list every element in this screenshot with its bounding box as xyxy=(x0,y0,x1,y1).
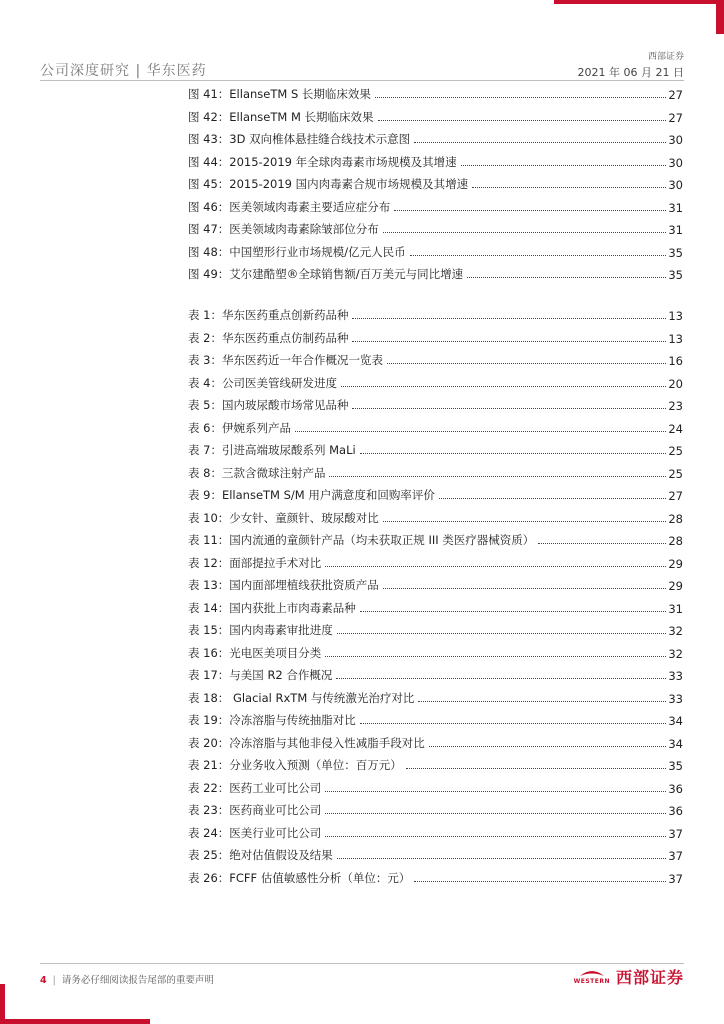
toc-leader-dots xyxy=(472,187,666,188)
toc-entry[interactable] xyxy=(188,643,683,661)
toc-leader-dots xyxy=(337,633,667,634)
toc-entry-label: 图 41：EllanseTM S 长期临床效果 xyxy=(188,87,371,101)
toc-leader-dots xyxy=(360,723,667,724)
disclaimer-text: 请务必仔细阅读报告尾部的重要声明 xyxy=(61,975,214,986)
toc-entry-page: 29 xyxy=(668,579,683,593)
toc-entry-label: 表 14：国内获批上市肉毒素品种 xyxy=(188,600,356,615)
toc-entry[interactable] xyxy=(188,733,683,751)
toc-entry-label: 表 23：医药商业可比公司 xyxy=(188,803,322,817)
toc-entry-label: 表 6：伊婉系列产品 xyxy=(188,420,291,435)
toc-leader-dots xyxy=(352,318,666,319)
toc-entry-page: 28 xyxy=(668,534,683,548)
toc-entry-label: 表 5：国内玻尿酸市场常见品种 xyxy=(188,398,349,412)
toc-entry[interactable] xyxy=(188,463,683,481)
toc-entry-page: 36 xyxy=(668,804,683,818)
toc-entry-label: 图 48：中国塑形行业市场规模/亿元人民币 xyxy=(188,244,406,259)
toc-entry-label: 表 13：国内面部埋植线获批资质产品 xyxy=(188,578,379,592)
toc-entry-page: 33 xyxy=(668,691,683,706)
logo-mark xyxy=(574,968,610,985)
toc-entry-label: 图 44：2015-2019 年全球肉毒素市场规模及其增速 xyxy=(188,154,457,169)
toc-entry[interactable] xyxy=(188,350,683,368)
toc-entry[interactable] xyxy=(188,373,683,391)
toc-leader-dots xyxy=(414,881,666,882)
toc-entry-label: 表 3：华东医药近一年合作概况一览表 xyxy=(188,353,383,367)
top-corner-bar xyxy=(554,0,724,4)
toc-entry[interactable] xyxy=(188,710,683,728)
toc-entry-label: 表 19：冷冻溶脂与传统抽脂对比 xyxy=(188,713,356,727)
toc-entry-page: 34 xyxy=(668,736,683,751)
toc-entry-page: 36 xyxy=(668,781,683,796)
toc-entry[interactable] xyxy=(188,755,683,773)
toc-entry-page: 30 xyxy=(668,178,683,192)
toc-entry-label: 表 26：FCFF 估值敏感性分析（单位：元） xyxy=(188,870,411,885)
toc-entry-label: 表 18： Glacial RxTM 与传统激光治疗对比 xyxy=(188,690,415,705)
logo-wing-icon xyxy=(579,968,605,978)
toc-entry-label: 表 4：公司医美管线研发进度 xyxy=(188,375,337,390)
toc-entry-page: 37 xyxy=(668,826,683,841)
toc-entry[interactable] xyxy=(188,328,683,346)
toc-leader-dots xyxy=(394,210,666,211)
toc-entry[interactable] xyxy=(188,197,683,215)
toc-entry[interactable] xyxy=(188,598,683,616)
toc-entry[interactable] xyxy=(188,485,683,503)
toc-entry[interactable] xyxy=(188,440,683,458)
toc-entry-page: 13 xyxy=(668,331,683,346)
toc-entry-label: 表 10：少女针、童颜针、玻尿酸对比 xyxy=(188,510,379,525)
toc-entry-page: 28 xyxy=(668,511,683,526)
toc-leader-dots xyxy=(352,408,666,409)
toc-entry-page: 27 xyxy=(668,88,683,102)
toc-leader-dots xyxy=(329,476,666,477)
toc-leader-dots xyxy=(461,165,667,166)
toc-leader-dots xyxy=(383,232,667,233)
toc-entry-label: 表 7：引进高端玻尿酸系列 MaLi xyxy=(188,443,356,457)
toc-leader-dots xyxy=(337,858,667,859)
company-logo xyxy=(574,965,684,988)
toc-entry-label: 表 8：三款含微球注射产品 xyxy=(188,465,326,480)
toc-entry-label: 表 12：面部提拉手术对比 xyxy=(188,555,322,570)
toc-entry-page: 23 xyxy=(668,399,683,413)
top-corner-accent xyxy=(716,0,724,34)
bottom-corner-accent xyxy=(0,984,5,1024)
toc-leader-dots xyxy=(414,142,666,143)
toc-entry-page: 31 xyxy=(668,200,683,215)
toc-entry-page: 30 xyxy=(668,133,683,147)
toc-entry-label: 图 43：3D 双向椎体悬挂缝合线技术示意图 xyxy=(188,132,411,146)
toc-leader-dots xyxy=(378,120,667,121)
toc-leader-dots xyxy=(325,656,666,657)
toc-leader-dots xyxy=(325,791,666,792)
toc-entry-label: 表 11：国内流通的童颜针产品（均未获取正规 III 类医疗器械资质） xyxy=(188,533,535,547)
bottom-corner-bar xyxy=(0,1019,150,1024)
toc-entry-page: 35 xyxy=(668,245,683,260)
toc-entry[interactable] xyxy=(188,129,683,147)
toc-entry-label: 表 21：分业务收入预测（单位：百万元） xyxy=(188,758,402,772)
toc-entry[interactable] xyxy=(188,688,683,706)
toc-leader-dots xyxy=(295,431,666,432)
toc-entry[interactable] xyxy=(188,219,683,237)
toc-entry-page: 29 xyxy=(668,556,683,571)
toc-leader-dots xyxy=(410,255,667,256)
toc-entry-label: 表 9：EllanseTM S/M 用户满意度和回购率评价 xyxy=(188,488,435,502)
toc-entry[interactable] xyxy=(188,305,683,323)
toc-entry-label: 表 15：国内肉毒素审批进度 xyxy=(188,623,333,637)
toc-leader-dots xyxy=(341,386,666,387)
footer-divider xyxy=(40,963,684,964)
footer-separator: | xyxy=(52,975,56,986)
toc-entry-page: 16 xyxy=(668,354,683,368)
toc-entry[interactable] xyxy=(188,418,683,436)
toc-leader-dots xyxy=(325,836,666,837)
logo-chinese: 西部证券 xyxy=(615,968,684,987)
toc-leader-dots xyxy=(418,701,666,702)
toc-leader-dots xyxy=(360,611,667,612)
toc-entry-label: 表 2：华东医药重点仿制药品种 xyxy=(188,330,349,345)
toc-entry[interactable] xyxy=(188,107,683,125)
footer-note xyxy=(40,972,214,986)
toc-entry-label: 表 1：华东医药重点创新药品种 xyxy=(188,308,349,322)
toc-entry[interactable] xyxy=(188,174,683,192)
toc-entry-page: 31 xyxy=(668,223,683,237)
toc-leader-dots xyxy=(439,498,666,499)
toc-entry-label: 图 45：2015-2019 国内肉毒素合规市场规模及其增速 xyxy=(188,177,469,191)
toc-leader-dots xyxy=(383,588,667,589)
toc-entry[interactable] xyxy=(188,665,683,683)
toc-entry-page: 37 xyxy=(668,849,683,863)
toc-entry[interactable] xyxy=(188,823,683,841)
toc-entry-label: 图 42：EllanseTM M 长期临床效果 xyxy=(188,109,374,124)
toc-entry-page: 25 xyxy=(668,466,683,481)
toc-leader-dots xyxy=(325,813,666,814)
toc-entry-label: 表 25：绝对估值假设及结果 xyxy=(188,848,333,862)
toc-entry-page: 13 xyxy=(668,309,683,323)
toc-entry-page: 32 xyxy=(668,646,683,661)
toc-entry[interactable] xyxy=(188,152,683,170)
header-brand: 西部证券 xyxy=(647,52,684,62)
toc-entry[interactable] xyxy=(188,868,683,886)
toc-entry-page: 25 xyxy=(668,444,683,458)
toc-entry-label: 表 20：冷冻溶脂与其他非侵入性减脂手段对比 xyxy=(188,735,425,750)
logo-english: WESTERN xyxy=(573,978,610,985)
toc-entry[interactable] xyxy=(188,395,683,413)
header-right xyxy=(578,49,684,80)
header-divider xyxy=(40,80,684,81)
toc-entry[interactable] xyxy=(188,264,683,282)
toc-leader-dots xyxy=(375,97,666,98)
toc-entry[interactable] xyxy=(188,575,683,593)
toc-entry-page: 37 xyxy=(668,871,683,886)
toc-entry-label: 表 22：医药工业可比公司 xyxy=(188,780,322,795)
toc-leader-dots xyxy=(325,566,666,567)
toc-leader-dots xyxy=(538,543,666,544)
toc-entry[interactable] xyxy=(188,530,683,548)
toc-leader-dots xyxy=(360,453,667,454)
toc-leader-dots xyxy=(429,746,667,747)
section-title: 公司深度研究 | 华东医药 xyxy=(40,63,207,79)
toc-entry-page: 30 xyxy=(668,155,683,170)
toc-entry-page: 35 xyxy=(668,268,683,282)
toc-leader-dots xyxy=(383,521,667,522)
toc-entry[interactable] xyxy=(188,508,683,526)
toc-entry[interactable] xyxy=(188,553,683,571)
toc-entry-page: 27 xyxy=(668,110,683,125)
toc-entry-label: 图 47：医美领域肉毒素除皱部位分布 xyxy=(188,222,379,236)
toc-leader-dots xyxy=(352,341,666,342)
toc-entry[interactable] xyxy=(188,84,683,102)
toc-leader-dots xyxy=(467,277,666,278)
toc-entry[interactable] xyxy=(188,620,683,638)
report-date: 2021 年 06 月 21 日 xyxy=(577,66,684,79)
toc-entry-page: 35 xyxy=(668,759,683,773)
toc-entry-label: 图 46：医美领域肉毒素主要适应症分布 xyxy=(188,199,391,214)
toc-leader-dots xyxy=(387,363,666,364)
toc-entry-page: 27 xyxy=(668,489,683,503)
toc-entry[interactable] xyxy=(188,800,683,818)
toc-entry-page: 31 xyxy=(668,601,683,616)
toc-leader-dots xyxy=(336,678,666,679)
toc-entry-label: 图 49：艾尔建酷塑®全球销售额/百万美元与同比增速 xyxy=(188,267,464,281)
toc-entry[interactable] xyxy=(188,242,683,260)
toc-entry-page: 34 xyxy=(668,714,683,728)
toc-entry-page: 33 xyxy=(668,669,683,683)
toc-entry-label: 表 17：与美国 R2 合作概况 xyxy=(188,668,333,682)
toc-entry-label: 表 16：光电医美项目分类 xyxy=(188,645,322,660)
toc-entry-page: 24 xyxy=(668,421,683,436)
toc-entry-page: 32 xyxy=(668,624,683,638)
toc-entry-label: 表 24：医美行业可比公司 xyxy=(188,825,322,840)
toc-leader-dots xyxy=(406,768,667,769)
page-number: 4 xyxy=(40,975,47,986)
toc-entry-page: 20 xyxy=(668,376,683,391)
toc-entry[interactable] xyxy=(188,778,683,796)
toc-entry[interactable] xyxy=(188,845,683,863)
